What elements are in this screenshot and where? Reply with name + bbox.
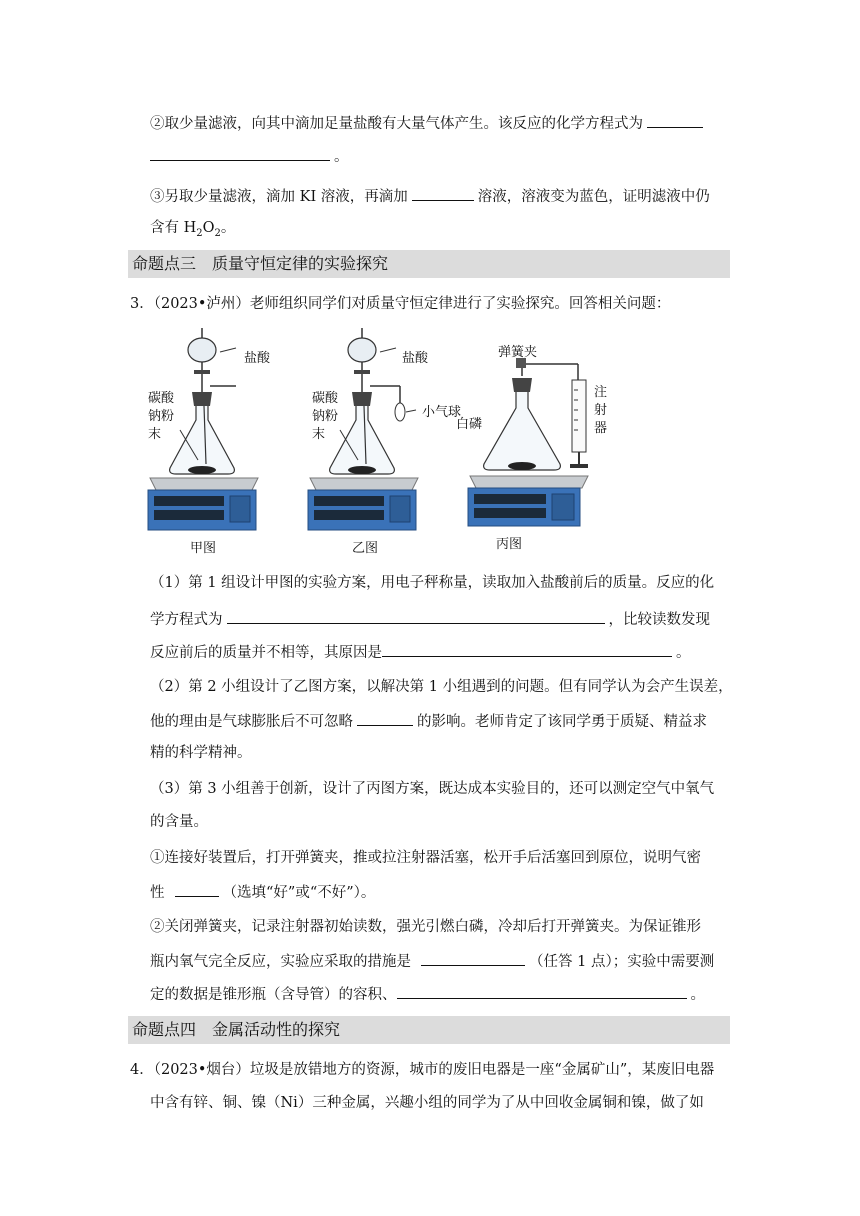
q3-p3-line3: ①连接好装置后，打开弹簧夹，推或拉注射器活塞，松开手后活塞回到原位，说明气密 [150,850,701,866]
question-3-intro: 3．（2023•泸州）老师组织同学们对质量守恒定律进行了实验探究。回答相关问题： [130,296,671,312]
experiment-figure [140,320,700,570]
q3-p1-line1: （1）第 1 组设计甲图的实验方案，用电子秤称量，读取加入盐酸前后的质量。反应的化 [150,575,715,591]
q3-p3-line7: 定的数据是锥形瓶（含导管）的容积、 。 [150,983,705,1005]
label-jia-powder2: 钠粉 [148,409,175,424]
q3-p3-line5: ②关闭弹簧夹，记录注射器初始读数，强光引燃白磷，冷却后打开弹簧夹。为保证锥形 [150,919,701,935]
answer-blank[interactable] [397,983,687,999]
q2-line2-text: ②取少量滤液，向其中滴加足量盐酸有大量气体产生。该反应的化学方程式为 [150,116,643,132]
caption-bing: 丙图 [496,537,523,552]
q3-p2-line2: 他的理由是气球膨胀后不可忽略 的影响。老师肯定了该同学勇于质疑、精益求 [150,710,707,732]
q3-p2-line1: （2）第 2 小组设计了乙图方案，以解决第 1 小组遇到的问题。但有同学认为会产生误差， [150,679,733,695]
q3-p1-line2: 学方程式为 ，比较读数发现 [150,608,710,630]
label-bing-syringe3: 器 [594,421,608,436]
q3-p2-line3: 精的科学精神。 [150,745,252,761]
answer-blank[interactable] [357,710,413,726]
caption-yi: 乙图 [352,541,379,556]
q2-line2 [150,112,707,134]
section-heading: 命题点三 质量守恒定律的实验探究 [128,250,730,278]
q3-p3-line1: （3）第 3 小组善于创新，设计了丙图方案，既达成本实验目的，还可以测定空气中氧气 [150,781,715,797]
caption-jia: 甲图 [190,541,217,556]
q3-p3-line4: 性 （选填“好”或“不好”）。 [150,881,375,903]
q3-p1-line3: 反应前后的质量并不相等，其原因是 。 [150,641,691,663]
q3-p3-line2: 的含量。 [150,814,208,830]
q2-line2-cont: 。 [150,145,349,167]
answer-blank[interactable] [382,641,672,657]
figure-jia [148,328,258,530]
figure-bing [468,358,588,526]
label-yi-powder2: 钠粉 [312,409,339,424]
label-bing-syringe1: 注 [594,385,608,400]
label-bing-clamp: 弹簧夹 [498,345,538,360]
label-jia-powder3: 末 [148,427,162,442]
q2-line3: ③另取少量滤液，滴加 KI 溶液，再滴加 溶液，溶液变为蓝色，证明滤液中仍 [150,185,710,207]
answer-blank[interactable] [412,185,474,201]
label-yi-acid: 盐酸 [402,351,429,366]
label-yi-powder1: 碳酸 [312,391,339,406]
label-jia-powder1: 碳酸 [148,391,175,406]
question-4-line1: 4．（2023•烟台）垃圾是放错地方的资源，城市的废旧电器是一座“金属矿山”，某废旧电器 [130,1062,715,1078]
section-heading: 命题点四 金属活动性的探究 [128,1016,730,1044]
answer-blank[interactable] [227,608,605,624]
answer-blank[interactable] [421,950,525,966]
label-jia-acid: 盐酸 [244,351,271,366]
q2-line3-cont: 含有 $H_2O_2$。 [150,220,236,239]
label-bing-phosphorus: 白磷 [456,417,483,432]
answer-blank[interactable] [647,112,703,128]
label-yi-balloon: 小气球 [422,405,462,420]
question-4-line2: 中含有锌、铜、镍（Ni）三种金属，兴趣小组的同学为了从中回收金属铜和镍，做了如 [150,1095,704,1111]
q3-p3-line6: 瓶内氧气完全反应，实验应采取的措施是 （任答 1 点）；实验中需要测 [150,950,714,972]
answer-blank[interactable] [150,145,330,161]
label-yi-powder3: 末 [312,427,326,442]
label-bing-syringe2: 射 [594,403,608,418]
answer-blank[interactable] [175,881,219,897]
